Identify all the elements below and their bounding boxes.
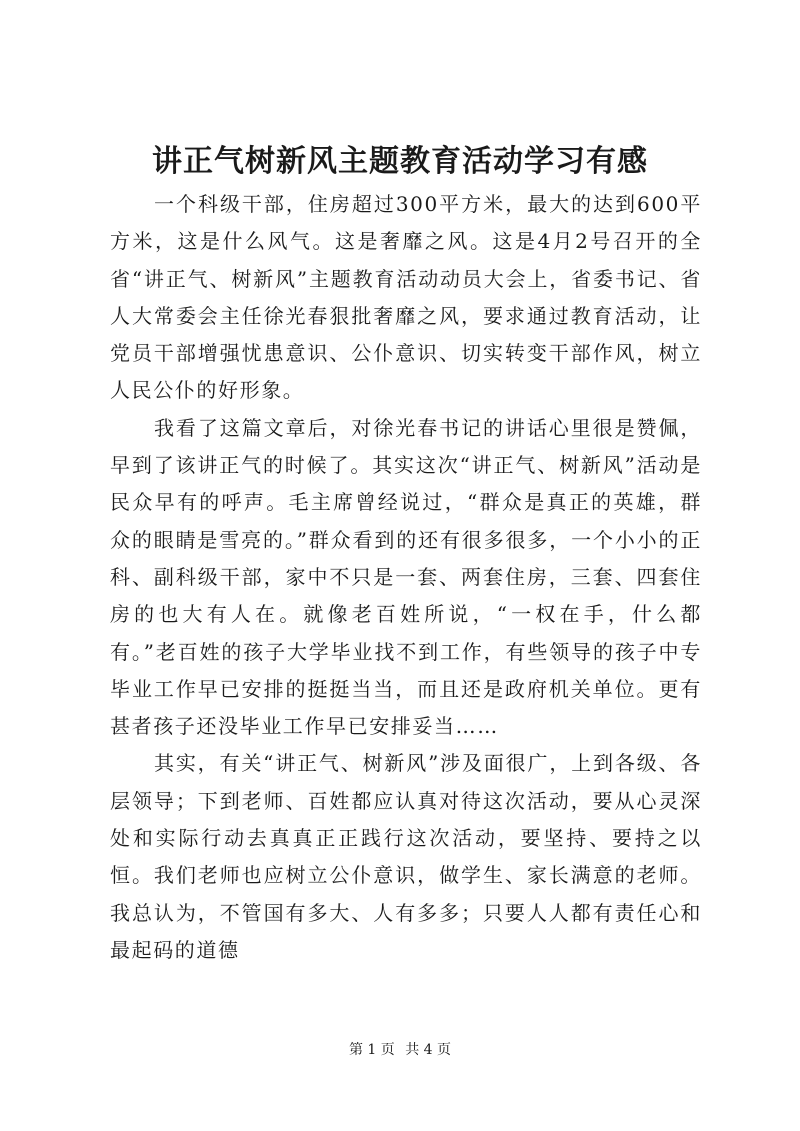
paragraph: 我看了这篇文章后，对徐光春书记的讲话心里很是赞佩，早到了该讲正气的时候了。其实这次“讲正气、树新风”活动是民众早有的呼声。毛主席曾经说过，“群众是真正的英雄，群众的眼睛是雪亮的。”群众看到的还有很多很多，一个小小的正科、副科级干部，家中不只是一套、两套住房，三套、四套住房的也大有人在。就像老百姓所说，“一权在手，什么都有。”老百姓的孩子大学毕业找不到工作，有些领导的孩子中专毕业工作早已安排的挺挺当当，而且还是政府机关单位。更有甚者孩子还没毕业工作早已安排妥当…… [110, 415, 702, 739]
paragraph: 其实，有关“讲正气、树新风”涉及面很广，上到各级、各层领导；下到老师、百姓都应认真对待这次活动，要从心灵深处和实际行动去真真正正践行这次活动，要坚持、要持之以恒。我们老师也应树立公仆意识，做学生、家长满意的老师。我总认为，不管国有多大、人有多多；只要人人都有责任心和最起码的道德 [110, 751, 702, 962]
page-total: 共 4 页 [405, 1042, 452, 1058]
paragraph: 一个科级干部，住房超过300平方米，最大的达到600平方米，这是什么风气。这是奢靡之风。这是4月2号召开的全省“讲正气、树新风”主题教育活动动员大会上，省委书记、省人大常委会主任徐光春狠批奢靡之风，要求通过教育活动，让党员干部增强忧患意识、公仆意识、切实转变干部作风，树立人民公仆的好形象。 [110, 192, 702, 403]
document-body [110, 186, 702, 969]
page-footer [0, 1040, 800, 1060]
document-title: 讲正气树新风主题教育活动学习有感 [152, 144, 648, 179]
page-number: 第 1 页 [348, 1042, 395, 1058]
